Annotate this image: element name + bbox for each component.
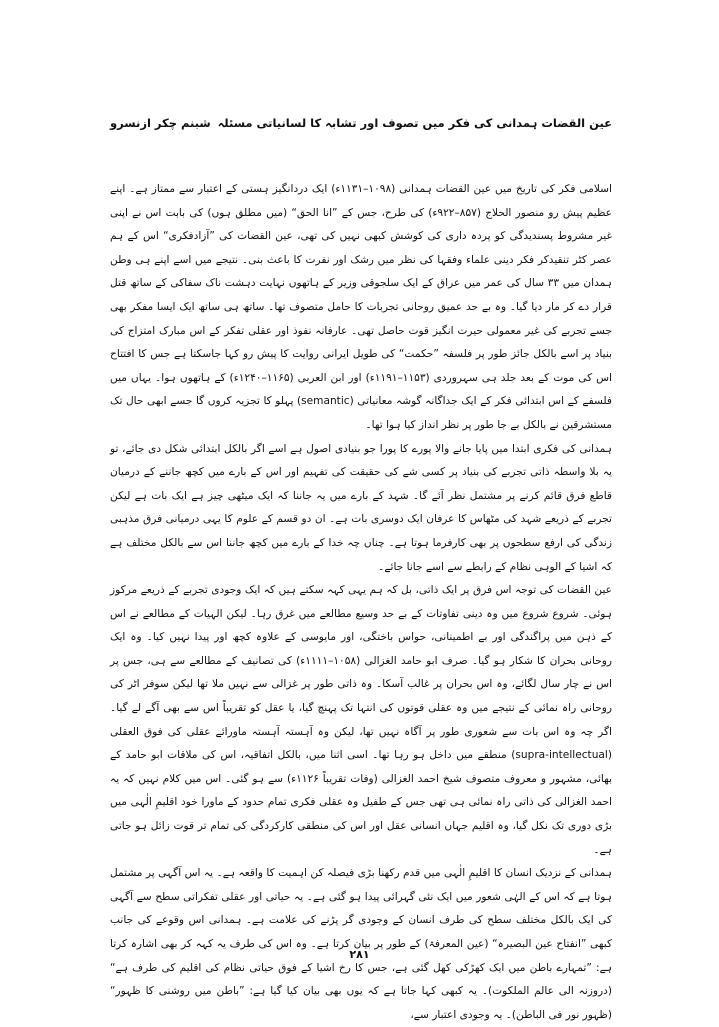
paragraph-4: ہمدانی کے نزدیک انسان کا اقلیمِ الٰہی میں قدم رکھنا بڑی فیصلہ کن اہمیت کا واقعہ ہے۔ یہ اس آگہی پر مشتمل ہوتا ہے کہ اس کے الہٰی شعور میں ایک نئی گہرائی پیدا ہو گئی ہے۔ یہ حیاتی اور عقلی تفکراتی سطح سے آگہی کی ایک بالکل مختلف سطح کی طرف انسان کے وجودی گر پڑنے کی علامت ہے۔ ہمدانی اس وقوعے کی جانب کبھی ”انفتاح عین البصیرہ“ (عین المعرفۃ) کے طور پر بیان کرتا ہے۔ وہ اس کی طرف یہ کہہ کر بھی اشارہ کرتا ہے: ”تمہارے باطن میں ایک کھڑکی کھل گئی ہے، جس کا رخ اشیا کے فوق حیاتی نظام کی اقلیم کی طرف ہے“ (دروزنہ الی عالم الملکوت)۔ یہ کبھی کہا جاتا ہے کہ یوں بھی بیان کیا گیا ہے: ”باطن میں روشنی کا ظہور“ (ظہور نور فی الباطن)۔ یہ وجودی اعتبار سے، (110, 867, 612, 1021)
article-title: عین القضات ہمدانی کی فکر میں تصوف اور تشابہ کا لسانیاتی مسئلہ (217, 116, 612, 130)
paragraph-1: اسلامی فکر کی تاریخ میں عین القضات ہمدانی (۱۰۹۸–۱۱۳۱ء) ایک دردانگیز ہستی کے اعتبار سے ممتاز ہے۔ اپنے عظیم پیش رو منصور الحلاج (۸۵۷–۹۲۲ء) کی طرح، جس کے ”انا الحق“ (میں مطلق ہوں) کی بابت اس نے اپنی غیر مشروط پسندیدگی کو پردہ داری کی کوشش کبھی نہیں کی تھی، عین القضات کی ”آزادفکری“ اس کے ہم عصر کٹر تنقیدکر فکر دینی علماء وفقہا کی نظر میں رشک اور نفرت کا باعث بنی۔ نتیجے میں اسے اپنے ہی وطن ہمدان میں ۳۳ سال کی عمر میں عراق کے ایک سلجوقی وزیر کے ہاتھوں نہایت دہشت ناک سفاکی کے ساتھ قتل قرار دے کر مار دیا گیا۔ وہ بے حد عمیق روحانی تجربات کا حامل متصوف تھا۔ ساتھ ہی ساتھ ایک ایسا مفکر بھی جسے تجربے کی غیر معمولی حیرت انگیز قوت حاصل تھی۔ عارفانہ نفوذ اور عقلی تفکر کے اس مبارک امتزاج کی بنیاد پر اسے بالکل جائز طور پر فلسفہ ”حکمت“ کی طویل ایرانی روایت کا پیش رو کہا جاسکتا ہے جس کا افتتاح اس کی موت کے بعد جلد ہی سہروردی (۱۱۵۳–۱۱۹۱ء) اور ابن العربی (۱۱۶۵–۱۲۴۰ء) کے ہاتھوں ہوا۔ یہاں میں فلسفے کے اس ابتدائی فکر کے ایک جداگانہ گوشہ معانیاتی (semantic) پہلو کا تجزیہ کروں گا جسے ابھی حال تک مستشرقین نے بالکل بے جا طور پر نظر انداز کیا ہوا تھا۔ (110, 183, 613, 431)
paragraph-3: عین القضات کی توجہ اس فرق پر ایک ذاتی، بل کہ ہم یہی کہہ سکتے ہیں کہ ایک وجودی تجربے کے ذریعے مرکوز ہوئی۔ شروع شروع میں وہ دینی تفاوتات کے بے حد وسیع مطالعے میں غرق رہا۔ لیکن الہیات کے مطالعے نے اس کے ذہن میں پراگندگی اور بے اطمینانی، حواس باختگی، اور مایوسی کے علاوہ کچھ اور پیدا نہیں کیا۔ وہ ایک روحانی بحران کا شکار ہو گیا۔ صرف ابو حامد الغزالی (۱۰۵۸–۱۱۱۱ء) کی تصانیف کے مطالعے سے ہی، جس پر اس نے چار سال لگائے، وہ اس بحران پر غالب آسکا۔ وہ ذاتی طور پر غزالی سے نہیں ملا تھا لیکن سوفر اٹر کی روحانی راہ نمائی کے نتیجے میں وہ عقلی قوتوں کی انتہا تک پہنچ گیا، یا عقل کو تقریباً اس سے بھی آگے لے گیا۔ اگر چہ وہ اس بات سے شعوری طور پر آگاہ نہیں تھا، لیکن وہ آہستہ آہستہ ماورائے عقلی کی فوق العقلی (supra-intellectual) منطقے میں داخل ہو رہا تھا۔ اسی اثنا میں، بالکل اتفاقیہ، اس کی ملاقات ابو حامد کے بھائی، مشہور و معروف متصوف شیخ احمد الغزالی (وفات تقریباً ۱۱۲۶ء) سے ہو گئی۔ اس میں کلام نہیں کہ یہ احمد الغزالی کی ذاتی راہ نمائی ہی تھی جس کے طفیل وہ عقلی فکری تمام حدود کے ماورا خود اقلیمِ الٰہی میں بڑی دوری تک نکل گیا، وہ اقلیم جہاں انسانی عقل اور اس کی منطقی کارکردگی کی تمام تر قوت زائل ہو جاتی ہے۔ (110, 584, 612, 856)
paragraph-2: ہمدانی کی فکری ابتدا میں پایا جانے والا پورے کا پورا جو بنیادی اصول ہے اسے اگر بالکل ابتدائی شکل دی جائے، تو یہ بلا واسطہ ذاتی تجربے کی بنیاد پر کسی شے کی حقیقت کی تفہیم اور اس کے بارے میں کچھ جاننے کے درمیان قاطع فرق قائم کرنے پر مشتمل نظر آئے گا۔ شہد کے بارے میں یہ جاننا کہ ایک میٹھی چیز ہے ایک بات ہے لیکن تجربے کے ذریعے شہد کی مٹھاس کا عرفان ایک دوسری بات ہے۔ ان دو قسم کے علوم کا یہی درمیانی فرق مذہبی زندگی کی ارفع سطحوں پر بھی کارفرما ہوتا ہے۔ چناں چہ خدا کے بارے میں کچھ جاننا اس سے بالکل مختلف ہے کہ اشیا کے الوہی نظام کے رابطے سے اسے جانا جائے۔ (110, 442, 612, 573)
running-header (110, 112, 612, 134)
author-name: شبنم چکر ازنسرو (110, 116, 211, 130)
body-text (110, 178, 612, 1027)
page-number: ۲۸۱ (349, 948, 370, 961)
